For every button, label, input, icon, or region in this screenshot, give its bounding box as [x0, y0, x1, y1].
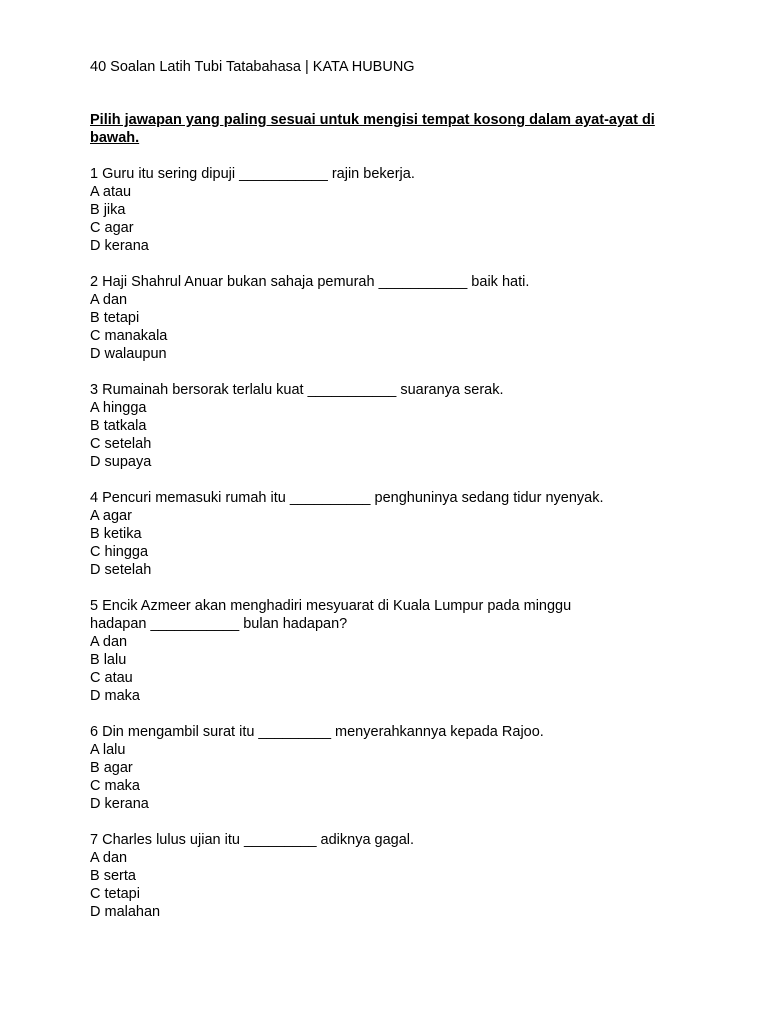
- option-c: C manakala: [90, 328, 168, 344]
- option-b: B lalu: [90, 652, 127, 668]
- question-text: 5 Encik Azmeer akan menghadiri mesyuarat di Kuala Lumpur pada minggu hadapan ___________ bulan hadapan?: [90, 598, 572, 632]
- option-c: C agar: [90, 220, 134, 236]
- option-a: A dan: [90, 634, 128, 650]
- option-b: B agar: [90, 760, 133, 776]
- option-b: B tetapi: [90, 310, 140, 326]
- option-d: D malahan: [90, 904, 161, 920]
- option-a: A agar: [90, 508, 132, 524]
- question-text: 1 Guru itu sering dipuji ___________ rajin bekerja.: [90, 166, 415, 182]
- option-c: C atau: [90, 670, 133, 686]
- option-a: A dan: [90, 292, 128, 308]
- question-text: 4 Pencuri memasuki rumah itu __________ penghuninya sedang tidur nyenyak.: [90, 490, 604, 506]
- option-a: A hingga: [90, 400, 147, 416]
- question-7: [90, 831, 690, 921]
- option-a: A dan: [90, 850, 128, 866]
- option-c: C setelah: [90, 436, 152, 452]
- option-a: A atau: [90, 184, 132, 200]
- question-5: [90, 597, 690, 705]
- option-d: D maka: [90, 688, 140, 704]
- document-title: 40 Soalan Latih Tubi Tatabahasa | KATA HUBUNG: [90, 59, 415, 75]
- option-d: D setelah: [90, 562, 152, 578]
- option-d: D walaupun: [90, 346, 167, 362]
- option-d: D kerana: [90, 238, 149, 254]
- option-c: C hingga: [90, 544, 149, 560]
- option-b: B serta: [90, 868, 136, 884]
- question-1: [90, 165, 690, 255]
- option-b: B ketika: [90, 526, 142, 542]
- question-text: 6 Din mengambil surat itu _________ menyerahkannya kepada Rajoo.: [90, 724, 544, 740]
- question-4: [90, 489, 690, 579]
- option-c: C tetapi: [90, 886, 140, 902]
- option-a: A lalu: [90, 742, 126, 758]
- option-b: B jika: [90, 202, 126, 218]
- option-d: D kerana: [90, 796, 149, 812]
- question-2: [90, 273, 690, 363]
- option-c: C maka: [90, 778, 140, 794]
- question-3: [90, 381, 690, 471]
- question-text: 7 Charles lulus ujian itu _________ adiknya gagal.: [90, 832, 415, 848]
- question-text: 2 Haji Shahrul Anuar bukan sahaja pemurah ___________ baik hati.: [90, 274, 530, 290]
- question-list: [90, 165, 690, 939]
- option-b: B tatkala: [90, 418, 147, 434]
- instruction-text: Pilih jawapan yang paling sesuai untuk mengisi tempat kosong dalam ayat-ayat di bawah.: [90, 112, 655, 146]
- question-text: 3 Rumainah bersorak terlalu kuat ___________ suaranya serak.: [90, 382, 504, 398]
- question-6: [90, 723, 690, 813]
- option-d: D supaya: [90, 454, 152, 470]
